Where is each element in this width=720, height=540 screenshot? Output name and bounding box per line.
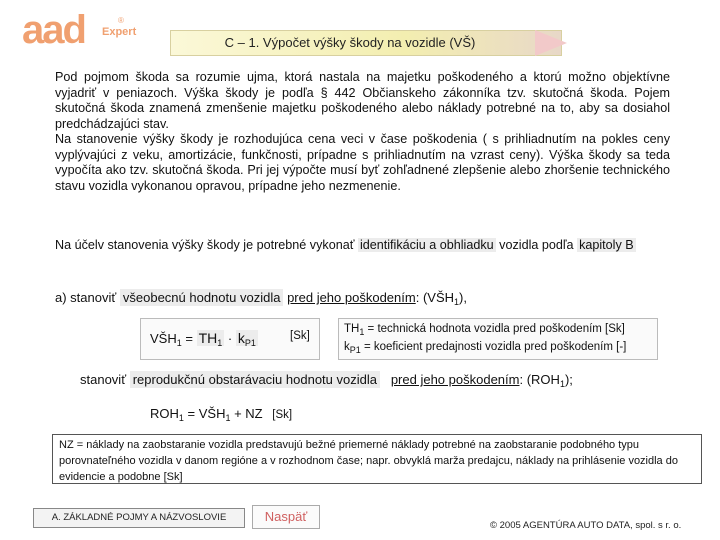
back-button[interactable]: Naspäť <box>252 505 320 529</box>
step-a-symbol: : (VŠH <box>415 290 455 305</box>
general-value-link-text[interactable]: všeobecnú hodnotu vozidla <box>120 289 284 306</box>
formula-1-dot: · <box>227 331 233 346</box>
logo-wordmark: aad <box>22 8 85 52</box>
logo-suffix: Expert <box>102 26 137 38</box>
logo-registered-mark: ® <box>118 16 124 25</box>
aad-expert-logo <box>22 8 142 54</box>
legend-1-th-text: = technická hodnota vozidla pred poškodením [Sk] <box>364 323 625 335</box>
legend-1-k-text: = koeficient predajnosti vozidla pred poškodením [-] <box>360 341 627 353</box>
formula-1-th-label: TH <box>198 330 218 346</box>
formula-2 <box>150 406 292 423</box>
section-a-button[interactable]: A. ZÁKLADNÉ POJMY A NÁZVOSLOVIE <box>33 508 245 528</box>
page-title: C – 1. Výpočet výšky škody na vozidle (VŠ) <box>224 35 476 50</box>
legend-1 <box>344 322 626 358</box>
formula-2-vsh: = VŠH <box>183 406 226 421</box>
legend-1-th-sub: 1 <box>359 327 365 337</box>
formula-1-th <box>197 330 225 346</box>
formula-1-eq: = <box>185 331 193 346</box>
legend-1-k-sub: P1 <box>349 345 361 355</box>
legend-1-th-label: TH <box>344 323 360 335</box>
nz-definition-box: NZ = náklady na zaobstaranie vozidla predstavujú bežné priemerné náklady potrebné na zaobstaranie podobného typu porovnateľného vozidla v danom regióne a v rozhodnom čase; napr. obvyklá marža predajcu, náklady na prihlásenie vozidla do evidencie a podobne [Sk] <box>52 434 702 484</box>
step-b-line <box>80 372 700 389</box>
step-b-prefix: stanoviť <box>80 372 127 387</box>
formula-2-roh-sub: 1 <box>178 413 184 423</box>
formula-1-lhs-sub: 1 <box>176 338 182 348</box>
before-damage-underlined: pred jeho poškodením <box>287 290 416 305</box>
legend-1-th <box>344 322 626 340</box>
before-damage-underlined-2: pred jeho poškodením <box>390 372 520 387</box>
step-b-symbol-end: ); <box>564 372 573 387</box>
procedure-text-mid: vozidla podľa <box>495 238 578 252</box>
chapter-b-link-text[interactable]: kapitoly B <box>579 238 634 252</box>
step-a-symbol-end: ), <box>459 290 467 305</box>
copyright-text: © 2005 AGENTÚRA AUTO DATA, spol. s r. o. <box>490 520 682 531</box>
identification-link-text[interactable]: identifikáciu a obhliadku <box>359 238 494 252</box>
formula-2-nz: + NZ <box>230 406 263 421</box>
formula-2-vsh-sub: 1 <box>225 413 231 423</box>
formula-1-k-label: k <box>237 330 245 346</box>
formula-1-lhs: VŠH <box>150 331 177 346</box>
reproduction-value-link-text[interactable]: reprodukčnú obstarávaciu hodnotu vozidla <box>130 371 380 388</box>
legend-1-k <box>344 340 626 358</box>
step-a-prefix: a) stanoviť <box>55 290 117 305</box>
formula-2-roh: ROH <box>150 406 179 421</box>
intro-text <box>55 70 670 194</box>
legend-1-k-label: k <box>344 341 350 353</box>
formula-1-k <box>236 330 258 346</box>
intro-paragraph-2: Na stanovenie výšky škody je rozhodujúca cena veci v čase poškodenia ( s prihliadnutím na pokles ceny vyplývajúci z veku, amortizácie, funkčnosti, prípadne s prihliadnutím na vzrast ceny). Výška škody sa teda vypočíta ako tzv. skutočná škoda. Pri jej výpočte musí byť zohľadnené zlepšenie alebo zhoršenie technického stavu vozidla vykonanou opravou, prípadne jeho nezmenenie. <box>55 132 670 193</box>
title-arrow-decoration <box>535 30 567 56</box>
formula-1-k-sub: P1 <box>244 338 256 348</box>
step-b-symbol-sub: 1 <box>559 379 565 389</box>
formula-2-unit: [Sk] <box>272 409 293 421</box>
procedure-text <box>55 238 670 254</box>
step-a-line <box>55 290 695 307</box>
formula-1-th-sub: 1 <box>217 338 223 348</box>
formula-1-unit: [Sk] <box>290 330 310 342</box>
intro-paragraph-1: Pod pojmom škoda sa rozumie ujma, ktorá nastala na majetku poškodeného a ktorú možno objektívne vyjadriť v peniazoch. Výška škody je podľa § 442 Občianskeho zákonníka tzv. skutočná škoda. Pojem skutočná škoda znamená zmenšenie majetku poškodeného alebo náklady potrebné na to, aby sa dosiahol predchádzajúci stav. <box>55 70 670 131</box>
step-b-symbol: : (ROH <box>519 372 560 387</box>
procedure-text-start: Na účelv stanovenia výšky škody je potrebné vykonať <box>55 238 358 252</box>
formula-1 <box>150 330 258 348</box>
step-a-symbol-sub: 1 <box>454 297 460 307</box>
